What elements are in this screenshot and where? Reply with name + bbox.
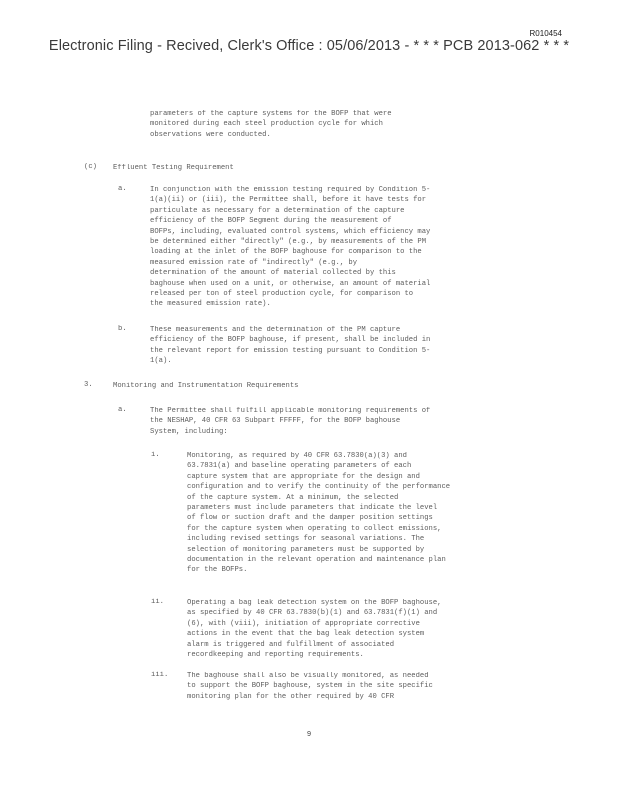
item-i [187,451,450,576]
text-line: released per ton of steel production cycle, for comparison to [150,290,414,299]
paragraph-a [150,185,430,310]
text-line: actions in the event that the bag leak detection system [187,630,425,639]
text-line: of the capture system. At a minimum, the selected [187,493,399,502]
text-line: The baghouse shall also be visually monitored, as needed [187,672,429,680]
text-line: alarm is triggered and fulfillment of associated [187,640,395,649]
text-line: the measured emission rate). [150,300,271,309]
text-line: capture system that are appropriate for the design and [187,472,420,481]
text-line: These measurements and the determination of the PM capture [150,326,401,334]
text-line: The Permittee shall fulfill applicable monitoring requirements of [150,407,431,415]
text-line: be determined either "directly" (e.g., by measurements of the PM [150,238,427,247]
text-line: baghouse when used on a unit, or otherwise, an amount of material [150,279,431,288]
section-marker: 3. [84,381,93,389]
text-line: 63.7831(a) and baseline operating parameters of each [187,462,412,471]
text-line: System, including: [150,427,228,436]
paragraph-b [150,325,430,367]
text-line: the relevant report for emission testing pursuant to Condition 5- [150,346,431,355]
paragraph-marker: a. [118,406,127,414]
text-line: BOFPs, including, evaluated control systems, which efficiency may [150,227,431,236]
text-line: observations were conducted. [150,130,271,139]
text-line: for the capture system when operating to collect emissions, [187,524,442,533]
paragraph-3a [150,406,430,437]
text-line: efficiency of the BOFP Segment during the measurement of [150,217,392,226]
text-line: 1(a)(ii) or (iii), the Permittee shall, before it have tests for [150,196,427,205]
section-heading: Monitoring and Instrumentation Requirements [113,382,299,390]
text-line: measured emission rate of "indirectly" (e.g., by [150,258,358,267]
text-line: of flow or suction draft and the damper position settings [187,514,433,523]
section-marker: (c) [84,163,97,171]
text-line: parameters must include parameters that indicate the level [187,504,438,513]
text-line: selection of monitoring parameters must be supported by [187,545,425,554]
text-line: In conjunction with the emission testing required by Condition 5- [150,186,431,194]
item-marker: i. [151,451,160,459]
paragraph-marker: b. [118,325,127,333]
text-line: as specified by 40 CFR 63.7830(b)(1) and 63.7831(f)(1) and [187,609,438,618]
intro-paragraph [150,109,392,140]
text-line: documentation in the relevant operation and maintenance plan [187,556,446,565]
item-iii [187,671,433,702]
paragraph-marker: a. [118,185,127,193]
section-heading: Effluent Testing Requirement [113,164,234,172]
document-id: R010454 [529,29,562,38]
text-line: parameters of the capture systems for the BOFP that were [150,110,392,118]
text-line: 1(a). [150,357,172,366]
text-line: including revised settings for seasonal variations. The [187,535,425,544]
filing-stamp: Electronic Filing - Recived, Clerk's Office : 05/06/2013 - * * * PCB 2013-062 * * * [48,38,570,54]
text-line: particulate as necessary for a determination of the capture [150,206,405,215]
text-line: recordkeeping and reporting requirements. [187,651,364,660]
text-line: determination of the amount of material collected by this [150,269,396,278]
page-number: 9 [306,731,312,739]
text-line: configuration and to verify the continuity of the performance [187,483,451,492]
text-line: efficiency of the BOFP baghouse, if present, shall be included in [150,336,431,345]
text-line: loading at the inlet of the BOFP baghouse for comparison to the [150,248,422,257]
text-line: Monitoring, as required by 40 CFR 63.7830(a)(3) and [187,452,407,460]
item-marker: ii. [151,598,164,606]
text-line: the NESHAP, 40 CFR 63 Subpart FFFFF, for the BOFP baghouse [150,417,401,426]
text-line: monitoring plan for the other required by 40 CFR [187,692,395,701]
text-line: (6), with (viii), initiation of appropriate corrective [187,619,420,628]
text-line: for the BOFPs. [187,566,248,575]
text-line: monitored during each steel production cycle for which [150,120,383,129]
text-line: to support the BOFP baghouse, system in the site specific [187,682,433,691]
item-ii [187,598,441,660]
text-line: Operating a bag leak detection system on the BOFP baghouse, [187,599,442,607]
item-marker: iii. [151,671,169,679]
